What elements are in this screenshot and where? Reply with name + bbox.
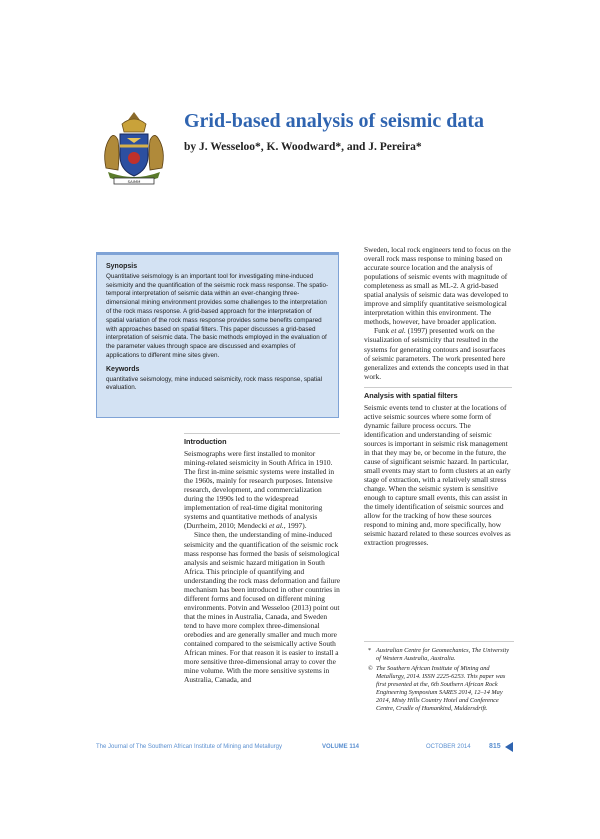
right-paragraph-1: Sweden, local rock engineers tend to focus on the overall rock mass response to mining based on accurate source location and the analysis of populations of seismic events with magnitude of completeness as small as ML-2. A grid-based spatial analysis of seismic data was developed to improve and simplify quantitative seismological interpretation within this environment. The methods, however, have broader application. (364, 245, 511, 327)
footer-volume: VOLUME 114 (322, 744, 360, 750)
article-authors: by J. Wesseloo*, K. Woodward*, and J. Pereira* (184, 141, 422, 153)
article-title: Grid-based analysis of seismic data (184, 110, 485, 132)
right-column (364, 245, 512, 548)
spatial-filters-heading: Analysis with spatial filters (364, 390, 458, 400)
intro-top-rule (184, 433, 340, 434)
intro-heading: Introduction (184, 437, 227, 446)
intro-column (184, 437, 340, 684)
left-triangle-icon (505, 742, 513, 752)
footer-page: 815 (489, 743, 501, 750)
svg-text:SAIMM: SAIMM (127, 179, 141, 184)
intro-paragraph-2: Since then, the understanding of mine-induced seismicity and the quantification of the seismic rock mass response has formed the basis of seismological analysis and seismic hazard mitigation in South Africa. This principle of quantifying and understanding the rock mass deformation and failure mechanism has been introduced in other countries in different forms and focused on different mining environments. Potvin and Wesseloo (2013) point out that the mines in Australia, Canada, and Sweden tend to have more complex three-dimensional orebodies and are generally smaller and much more contained compared to the seismically active South African mines. For that reason it is easier to install a more sensitive three-dimensional array to cover the mine volume. With the more sensitive systems in Australia, Canada, and (184, 530, 340, 685)
footnote-rule (364, 641, 514, 642)
synopsis-heading: Synopsis (106, 263, 138, 270)
synopsis-text: Quantitative seismology is an important tool for investigating mine-induced seismicity and the quantification of the seismic rock mass response. The spatio-temporal interpretation of seismic data within an ever-changing three-dimensional mining environment provides some challenges to the interpretation of the rock mass response. A grid-based approach for the interpretation of spatial variation of the rock mass response provides some benefits compared with approaches based on spatial filters. This paper discusses a grid-based interpretation of seismic data. The basic methods employed in the evaluation of the parameter values through space are discussed and examples of applications to different mine sites given. (106, 272, 329, 359)
right-paragraph-3: Seismic events tend to cluster at the locations of active seismic sources where some form of dynamic failure process occurs. The identification and understanding of seismic sources is important in seismic risk management in that they may be, or become in the future, the cause of significant seismic hazard. In particular, small events may start to form clusters at an early stage of extraction, with a relatively small stress change. When the seismic system is sensitive enough to capture small events, this can assist in the timely identification of seismic sources and allow for the tracking of how these sources respond to mining and, more specifically, how seismic hazard related to these sources evolves as extraction progresses. (364, 402, 511, 548)
synopsis-box (96, 252, 339, 418)
footer-date: OCTOBER 2014 (426, 744, 471, 750)
keywords-heading: Keywords (106, 365, 140, 373)
section-rule (364, 387, 512, 388)
footnote-affiliation: * Australian Centre for Geomechanics, The University of Western Australia, Australia. (368, 647, 510, 662)
keywords-text: quantitative seismology, mine induced seismicity, rock mass response, spatial evaluation. (106, 375, 323, 392)
institute-crest (100, 110, 168, 188)
footnote-mark-copyright: © (368, 665, 373, 672)
footnotes (368, 647, 510, 715)
right-paragraph-2: Funk et al. (1997) presented work on the visualization of seismicity that resulted in the systems for generating contours and isosurfaces of seismic parameters. The work presented here generalizes and extends the concepts used in that work. (364, 326, 509, 381)
footer-journal: The Journal of The Southern African Institute of Mining and Metallurgy (96, 744, 282, 750)
intro-paragraph-1: Seismographs were first installed to monitor mining-related seismicity in South Africa in 1910. The first in-mine seismic systems were installed in the 1960s, mainly for research purposes. Intensive research, development, and commercialization during the 1990s led to the widespread implementation of real-time digital monitoring systems and quantitative methods of analysis (Durrheim, 2010; Mendecki et al., 1997). (184, 449, 335, 531)
footnote-copyright: © The Southern African Institute of Mining and Metallurgy, 2014. ISSN 2225-6253. This paper was first presented at the, 6th Southern African Rock Engineering Symposium SARES 2014, 12–14 May 2014, Misty Hills Country Hotel and Conference Centre, Cradle of Humankind, Muldersdrift. (368, 665, 506, 712)
footnote-mark-asterisk: * (368, 647, 372, 654)
